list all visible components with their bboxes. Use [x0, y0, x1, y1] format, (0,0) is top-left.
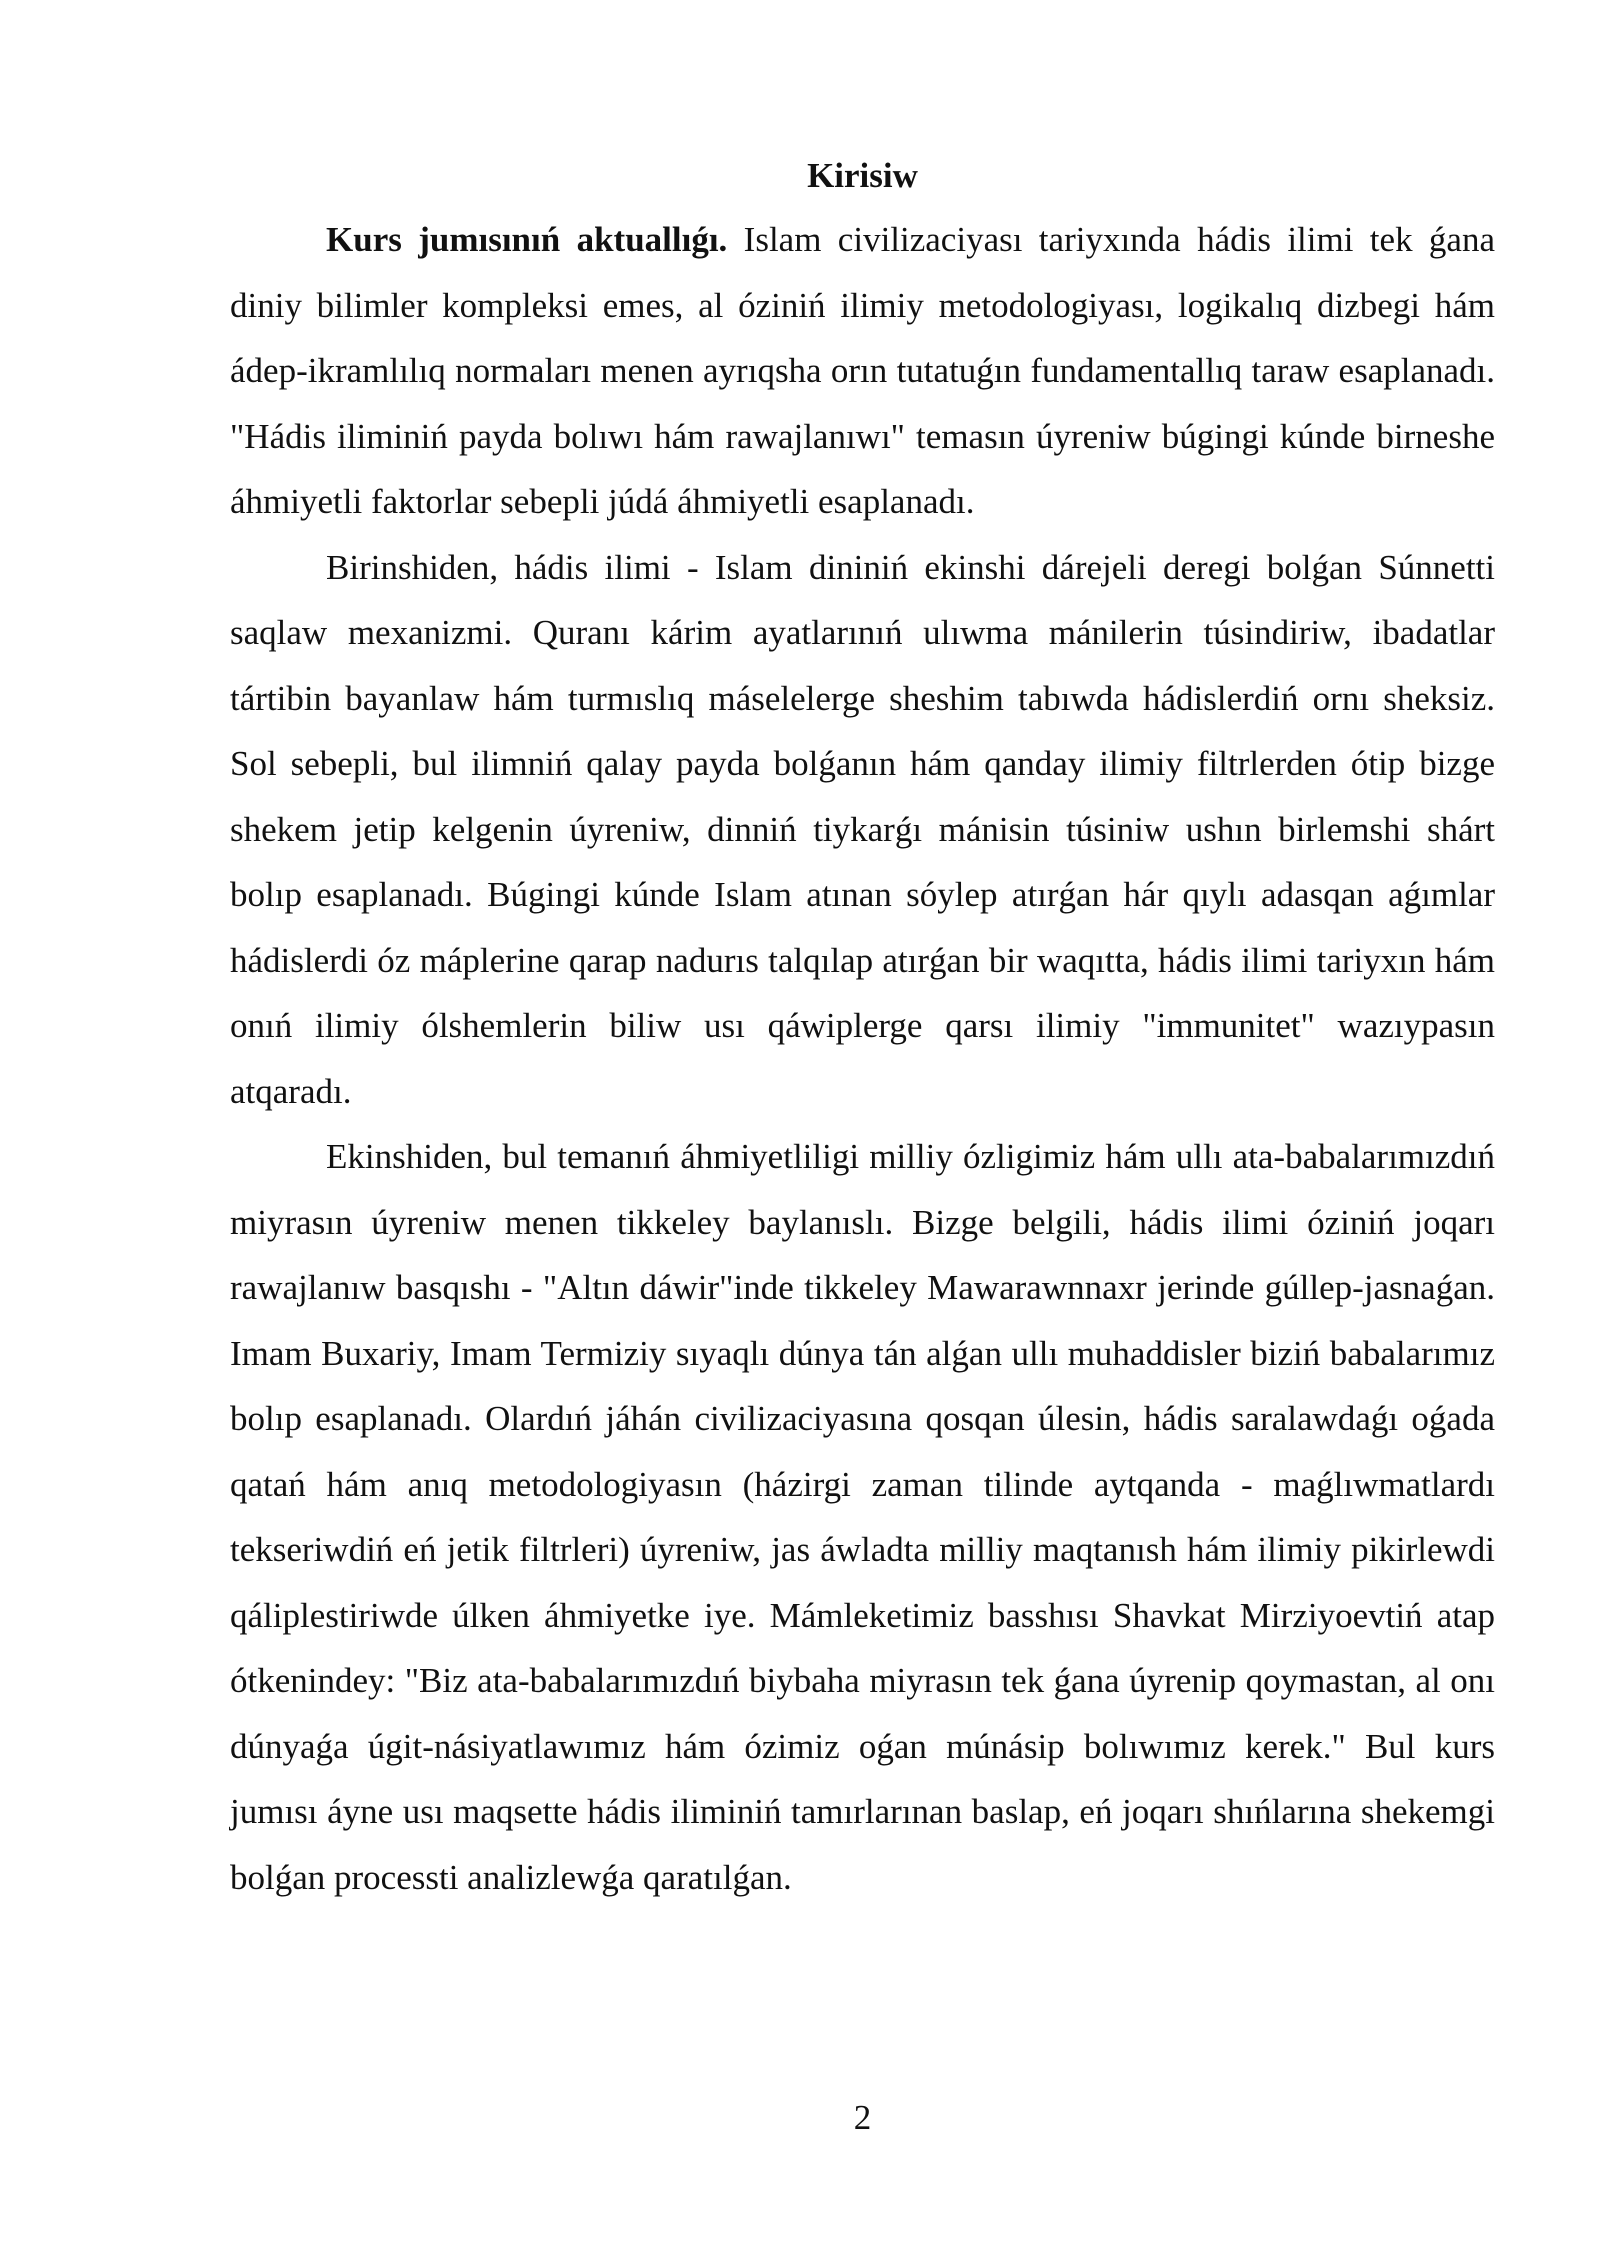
- body-text: [230, 207, 1495, 1910]
- paragraph-lead: Kurs jumısınıń aktuallıǵı.: [326, 220, 728, 259]
- paragraph-actuality: [230, 207, 1495, 535]
- section-heading: Kirisiw: [807, 156, 918, 195]
- paragraph-text: Islam civilizaciyası tariyxında hádis ilimi tek ǵana diniy bilimler kompleksi emes, al óziniń ilimiy metodologiyası, logikalıq dizbegi hám ádep-ikramlılıq normaları menen ayrıqsha orın tutatuǵın fundamentallıq taraw esaplanadı. "Hádis iliminiń payda bolıwı hám rawajlanıwı" temasın úyreniw búgingi kúnde birneshe áhmiyetli faktorlar sebepli júdá áhmiyetli esaplanadı.: [230, 220, 1495, 521]
- page-number: 2: [853, 2098, 872, 2137]
- paragraph-first-reason: Birinshiden, hádis ilimi - Islam dininiń ekinshi dárejeli deregi bolǵan Súnnetti saqlaw mexanizmi. Quranı kárim ayatlarınıń ulıwma mánilerin túsindiriw, ibadatlar tártibin bayanlaw hám turmıslıq máselelerge sheshim tabıwda hádislerdiń ornı sheksiz. Sol sebepli, bul ilimniń qalay payda bolǵanın hám qanday ilimiy filtrlerden ótip bizge shekem jetip kelgenin úyreniw, dinniń tiykarǵı mánisin túsiniw ushın birlemshi shárt bolıp esaplanadı. Búgingi kúnde Islam atınan sóylep atırǵan hár qıylı adasqan aǵımlar hádislerdi óz máplerine qarap nadurıs talqılap atırǵan bir waqıtta, hádis ilimi tariyxın hám onıń ilimiy ólshemlerin biliw usı qáwiplerge qarsı ilimiy "immunitet" wazıypasın atqaradı.: [230, 547, 1495, 1111]
- paragraph-second-reason: Ekinshiden, bul temanıń áhmiyetliligi milliy ózligimiz hám ullı ata-babalarımızdıń miyrasın úyreniw menen tikkeley baylanıslı. Bizge belgili, hádis ilimi óziniń joqarı rawajlanıw basqıshı - "Altın dáwir"inde tikkeley Mawarawnnaxr jerinde gúllep-jasnaǵan. Imam Buxariy, Imam Termiziy sıyaqlı dúnya tán alǵan ullı muhaddisler biziń babalarımız bolıp esaplanadı. Olardıń jáhán civilizaciyasına qosqan úlesin, hádis saralawdaǵı oǵada qatań hám anıq metodologiyasın (házirgi zaman tilinde aytqanda - maǵlıwmatlardı tekseriwdiń eń jetik filtrleri) úyreniw, jas áwladta milliy maqtanısh hám ilimiy pikirlewdi qáliplestiriwde úlken áhmiyetke iye. Mámleketimiz basshısı Shavkat Mirziyoevtiń atap ótkenindey: "Biz ata-babalarımızdıń biybaha miyrasın tek ǵana úyrenip qoymastan, al onı dúnyaǵa úgit-násiyatlawımız hám ózimiz oǵan múnásip bolıwımız kerek." Bul kurs jumısı áyne usı maqsette hádis iliminiń tamırlarınan baslap, eń joqarı shıńlarına shekemgi bolǵan processti analizlewǵa qaratılǵan.: [230, 1137, 1495, 1897]
